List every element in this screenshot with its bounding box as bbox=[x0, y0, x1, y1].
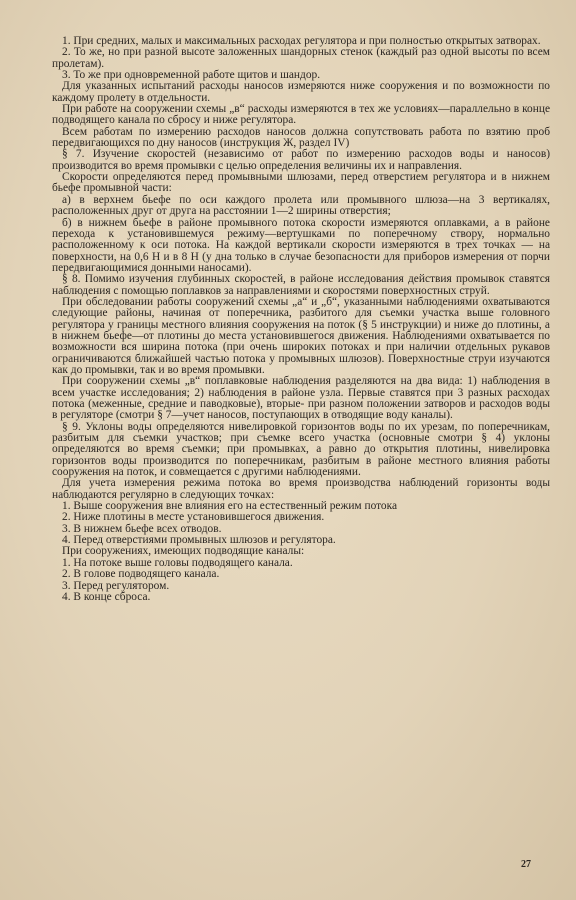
canals-intro: При сооружениях, имеющих подводящие каналы: bbox=[62, 545, 305, 558]
paragraph: При работе на сооружении схемы „в“ расходы измеряются в тех же условиях—параллельно в конце подводящего канала по сбросу и ниже регулятора. bbox=[52, 103, 550, 127]
paragraph-item-a: а) в верхнем бьефе по оси каждого пролета или промывного шлюза—на 3 вертикалях, расположенных друг от друга на расстоянии 1—2 ширины отверстия; bbox=[52, 193, 550, 218]
water-level-point: 1. Выше сооружения вне влияния его на естественный режим потока bbox=[62, 500, 398, 513]
water-level-point: 4. Перед отверстиями промывных шлюзов и регулятора. bbox=[62, 534, 336, 547]
paragraph-item-2: 2. То же, но при разной высоте заложенных шандорных стенок (каждый раз одной высоты по всем пролетам). bbox=[52, 46, 550, 70]
paragraph-item-b: б) в нижнем бьефе в районе промывного потока скорости измеряются оплавками, а в районе перехода к установившемуся режиму—вертушками по поперечному створу, нормально расположенному к оси потока. На каждой вертикали скорости измеряются в трех точках — на поверхности, на 0,6 Н и в 8 Н (у дна только в случае безопасности для приборов измерения от порчи передвигающимися донными наносами). bbox=[52, 216, 550, 274]
canal-point: 3. Перед регулятором. bbox=[62, 579, 170, 592]
paragraph: Для учета измерения режима потока во время производства наблюдений горизонты воды наблюдаются регулярно в следующих точках: bbox=[52, 477, 550, 501]
water-level-point: 2. Ниже плотины в месте установившегося движения. bbox=[62, 511, 325, 524]
canal-point: 1. На потоке выше головы подводящего канала. bbox=[62, 556, 293, 569]
paragraph: Всем работам по измерению расходов наносов должна сопутствовать работа по взятию проб передвигающихся по дну наносов (инструкция Ж, раздел IV) bbox=[52, 125, 550, 150]
canal-point: 4. В конце сброса. bbox=[62, 590, 151, 603]
paragraph: Скорости определяются перед промывными шлюзами, перед отверстием регулятора и в нижнем бьефе промывной части: bbox=[52, 171, 550, 195]
page-number: 27 bbox=[521, 858, 531, 870]
section-9-paragraph: § 9. Уклоны воды определяются нивелировкой горизонтов воды по их урезам, по поперечникам, разбитым для съемки участков; при съемке всего участка (основные смотри § 4) уклоны определяются во время съемки; при промывках, а равно до открытия плотины, нивелировка горизонтов воды производится по поперечникам, разбитым в районе местного влияния работы сооружения на поток, и совмещается с другими наблюдениями. bbox=[52, 420, 550, 479]
paragraph: При обследовании работы сооружений схемы „а“ и „б“, указанными наблюдениями охватываются следующие районы, начиная от поперечника, разбитого для съемки участка выше головного регулятора у границы местного влияния сооружения на поток (§ 5 инструкции) и ниже до плотины, а в нижнем бьефе—от плотины до места установившегося движения. Наблюдениями охватывается по возможности вся ширина потока (при очень широких потоках и при наличии отдельных рукавов ограничиваются ближайшей частью потока у промывных шлюзов). Поверхностные струи изучаются как до промывки, так и во время промывки. bbox=[52, 295, 550, 376]
body-text bbox=[52, 36, 550, 603]
canal-point: 2. В голове подводящего канала. bbox=[62, 568, 220, 581]
water-level-point: 3. В нижнем бьефе всех отводов. bbox=[62, 522, 222, 535]
section-7-paragraph: § 7. Изучение скоростей (независимо от работ по измерению расходов воды и наносов) производится во время промывки с целью определения величины их и направления. bbox=[52, 148, 550, 172]
paragraph: Для указанных испытаний расходы наносов измеряются ниже сооружения и по возможности по каждому пролету в отдельности. bbox=[52, 80, 550, 104]
paragraph: При сооружении схемы „в“ поплавковые наблюдения разделяются на два вида: 1) наблюдения в всем участке исследования; 2) наблюдения в районе узла. Первые ставятся при 3 разных расходах потока (меженные, средние и паводковые), вторые- при разном положении затворов и расходов воды в регуляторе (смотри § 7—учет наносов, поступающих в отводящие воду каналы). bbox=[52, 375, 550, 422]
paragraph-item-3: 3. То же при одновременной работе щитов и шандор. bbox=[62, 69, 321, 82]
paragraph-item-1: 1. При средних, малых и максимальных расходах регулятора и при полностью открытых затворах. bbox=[62, 35, 541, 47]
section-8-paragraph: § 8. Помимо изучения глубинных скоростей, в районе исследования действия промывок ставятся наблюдения с помощью поплавков за направлениями и скоростями поверхностных струй. bbox=[52, 273, 550, 297]
